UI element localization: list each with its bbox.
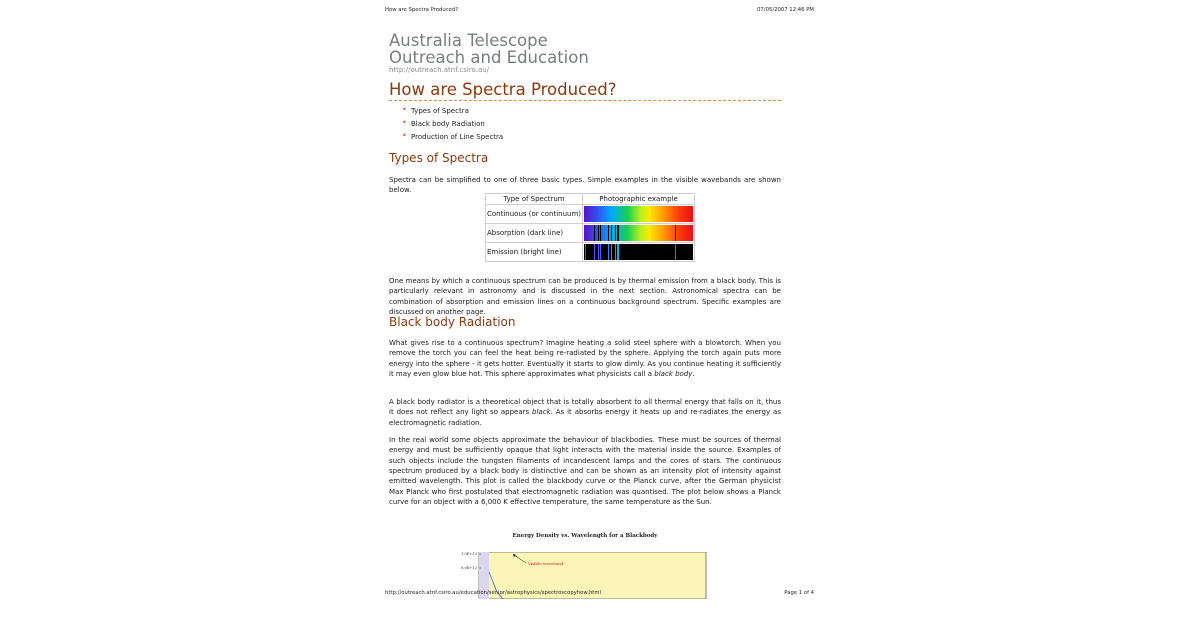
table-header-example: Photographic example	[583, 194, 695, 205]
black-body-paragraph-1: What gives rise to a continuous spectrum? Imagine heating a solid steel sphere with a blowtorch. When you remove the torch you can feel the heat being re-radiated by the sphere. Applying the torch again puts more energy into the sphere - it gets hotter. Eventually it starts to glow dimly. As you continue heating it sufficiently it may even glow blue hot. This sphere approximates what physicists call a black body.	[389, 339, 781, 379]
table-row	[486, 205, 695, 224]
toc-item-line-spectra[interactable]: • Production of Line Spectra	[402, 131, 504, 142]
toc-item-types[interactable]: • Types of Spectra	[402, 105, 469, 115]
visible-waveband-label: Visible waveband	[528, 561, 564, 566]
table-header-type: Type of Spectrum	[486, 194, 583, 205]
org-url[interactable]: http://outreach.atnf.csiro.au/	[389, 66, 490, 74]
org-name-line1: Australia Telescope	[389, 31, 548, 50]
section-heading-types: Types of Spectra	[389, 151, 489, 165]
emission-spectrum-image	[583, 243, 695, 262]
table-row	[486, 243, 695, 262]
types-intro: Spectra can be simplified to one of three basic types. Simple examples in the visible wavebands are shown below.	[389, 176, 781, 195]
row-label-absorption: Absorption (dark line)	[486, 224, 583, 243]
bullet-icon: •	[402, 131, 407, 141]
y-tick-label-1: 8.0E+12	[461, 566, 477, 570]
types-paragraph: One means by which a continuous spectrum can be produced is by thermal emission from a black body. This is particularly relevant in astronomy and is discussed in the next section. Astronomical spectra can be combination of absorption and emission lines on a continuous background spectrum. Specific examples are discussed on another page.	[389, 277, 781, 317]
print-header-title: How are Spectra Produced?	[385, 7, 459, 13]
spectrum-types-table	[485, 193, 695, 262]
page-title: How are Spectra Produced?	[389, 80, 781, 101]
emphasis-black: black	[532, 408, 551, 417]
black-body-paragraph-2: A black body radiator is a theoretical object that is totally absorbent to all thermal energy that falls on it, thus it does not reflect any light so appears black. As it absorbs energy it heats up and re-radiates the energy as electromagnetic radiation.	[389, 398, 781, 427]
org-name-line2: Outreach and Education	[389, 48, 589, 67]
toc-item-black-body[interactable]: • Black body Radiation	[402, 118, 485, 129]
print-footer-page: Page 1 of 4	[784, 590, 814, 596]
y-tick-label-0: 1.0E+13	[461, 552, 477, 556]
continuous-spectrum-image	[583, 205, 695, 224]
row-label-continuous: Continuous (or continuum)	[486, 205, 583, 224]
bullet-icon: •	[402, 105, 407, 114]
emphasis-black-body: black body	[654, 370, 693, 379]
org-name[interactable]	[389, 32, 589, 66]
print-footer-url: http://outreach.atnf.csiro.au/education/senior/astrophysics/spectroscopyhow.html	[385, 590, 602, 596]
print-header-datetime: 07/05/2007 12:46 PM	[757, 7, 814, 13]
black-body-paragraph-3: In the real world some objects approximate the behaviour of blackbodies. These must be sources of thermal energy and must be sufficiently opaque that light interacts with the material inside the source. Examples of such objects include the tungsten filaments of incandescent lamps and the cores of stars. The continuous spectrum produced by a black body is distinctive and can be shown as an intensity plot of intensity against emitted wavelength. This plot is called the blackbody curve or the Planck curve, after the German physicist Max Planck who first postulated that electromagnetic radiation was quantised. The plot below shows a Planck curve for an object with a 6,000 K effective temperature, the same temperature as the Sun.	[389, 436, 781, 507]
absorption-spectrum-image	[583, 224, 695, 243]
section-heading-black-body: Black body Radiation	[389, 315, 516, 329]
bullet-icon: •	[402, 118, 407, 128]
table-row	[486, 224, 695, 243]
table-of-contents	[402, 106, 503, 146]
row-label-emission: Emission (bright line)	[486, 243, 583, 262]
chart-title: Energy Density vs. Wavelength for a Blackbody	[512, 533, 658, 539]
